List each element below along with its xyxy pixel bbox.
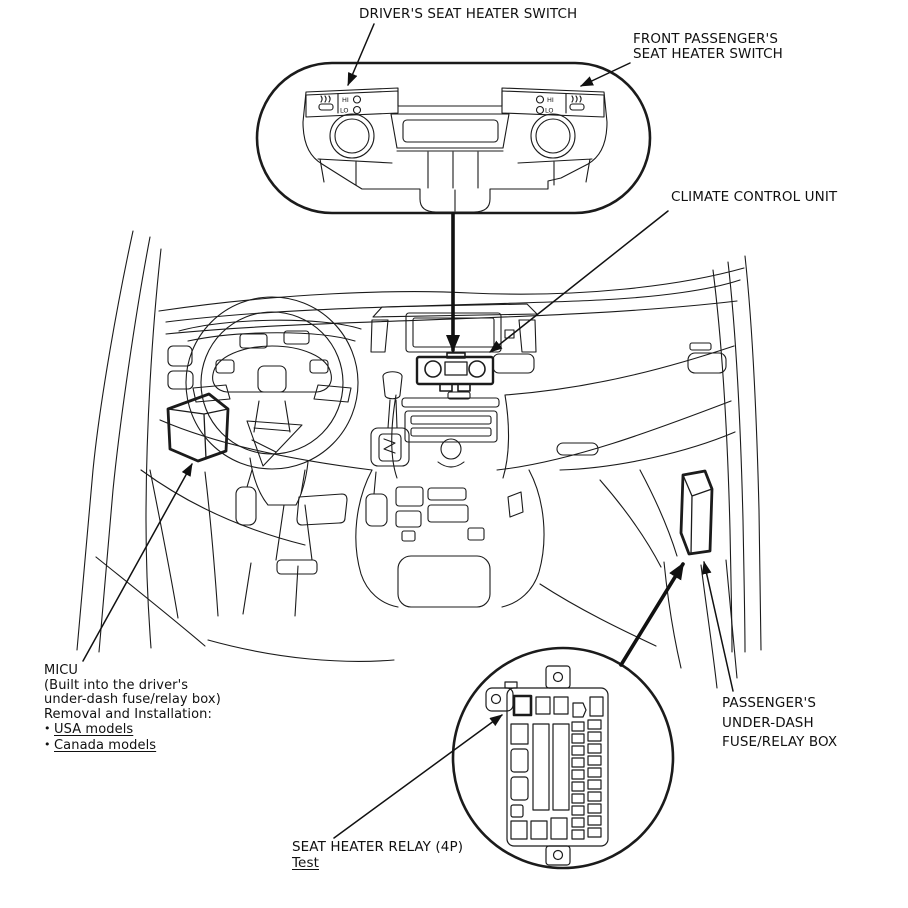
climate-control-unit[interactable] <box>417 353 493 399</box>
passenger-box-arrow <box>704 562 733 691</box>
micu-title: MICU <box>44 663 79 678</box>
lo-label: LO <box>340 106 349 115</box>
climate-control-label: CLIMATE CONTROL UNIT <box>671 189 838 205</box>
instrument-cluster <box>179 320 361 348</box>
relay-test-link[interactable]: Test <box>292 855 319 871</box>
passenger-switch-label-line1: FRONT PASSENGER'S <box>633 31 779 47</box>
center-console <box>356 470 544 607</box>
passenger-fuse-box <box>681 471 712 554</box>
passenger-fuse-box-label-line3: FUSE/RELAY BOX <box>722 734 838 750</box>
callout-bubble <box>257 63 650 213</box>
seat-heater-relay-title: SEAT HEATER RELAY (4P) <box>292 839 464 855</box>
passenger-dash <box>493 343 737 688</box>
steering-wheel <box>186 297 358 505</box>
bullet-icon: • <box>44 722 51 736</box>
passenger-switch-label-line2: SEAT HEATER SWITCH <box>633 46 783 62</box>
fuse-box-callout <box>453 648 673 868</box>
canada-models-link[interactable]: Canada models <box>54 737 157 753</box>
dashboard-illustration <box>77 231 761 688</box>
driver-footwell <box>96 420 394 661</box>
circle-to-box-arrow <box>621 564 683 665</box>
callout-circle <box>453 648 673 868</box>
micu-desc-line2: under-dash fuse/relay box) <box>44 692 221 708</box>
passenger-fuse-box-label <box>722 694 837 753</box>
micu-label-block <box>44 664 221 754</box>
hi-label: HI <box>342 96 349 104</box>
left-dash-vents <box>168 346 193 389</box>
seat-heater-relay-label <box>292 839 463 871</box>
hi-label: HI <box>547 96 554 104</box>
lo-label: LO <box>545 106 554 115</box>
bullet-icon: • <box>44 737 51 751</box>
passenger-fuse-box-label-line2: UNDER-DASH <box>722 714 814 731</box>
micu-desc-line3: Removal and Installation: <box>44 706 212 722</box>
heater-panel-callout <box>257 63 650 213</box>
driver-switch-label: DRIVER'S SEAT HEATER SWITCH <box>359 6 578 22</box>
usa-models-link[interactable]: USA models <box>54 722 134 738</box>
passenger-switch-label <box>633 32 783 62</box>
micu-arrow <box>83 464 192 661</box>
passenger-fuse-box-label-line1: PASSENGER'S <box>722 695 817 711</box>
micu-desc-line1: (Built into the driver's <box>44 677 189 693</box>
gear-shifter <box>371 372 409 466</box>
climate-unit-arrow <box>490 211 668 352</box>
